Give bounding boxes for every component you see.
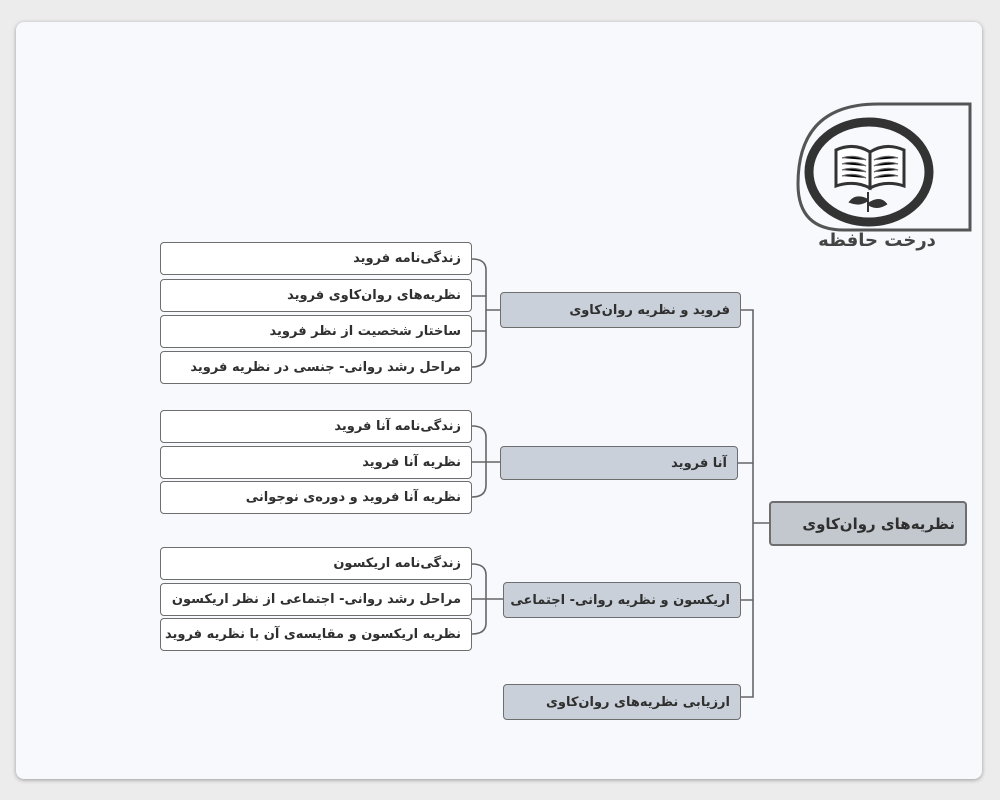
leaf-erikson-biography: زندگی‌نامه اریکسون xyxy=(160,547,472,580)
logo-text: درخت حافظه xyxy=(818,230,936,251)
branch-evaluation: ارزیابی نظریه‌های روان‌کاوی xyxy=(503,684,741,720)
leaf-freud-psychosexual: مراحل رشد روانی- جنسی در نظریه فروید xyxy=(160,351,472,384)
root-node: نظریه‌های روان‌کاوی xyxy=(769,501,967,546)
bracket-group-1 xyxy=(472,259,486,367)
connector-root-trunk xyxy=(753,310,769,697)
leaf-anna-theory: نظریه آنا فروید xyxy=(160,446,472,479)
leaf-freud-personality: ساختار شخصیت از نظر فروید xyxy=(160,315,472,348)
leaf-erikson-stages: مراحل رشد روانی- اجتماعی از نظر اریکسون xyxy=(160,583,472,616)
leaf-freud-theories: نظریه‌های روان‌کاوی فروید xyxy=(160,279,472,312)
leaf-freud-biography: زندگی‌نامه فروید xyxy=(160,242,472,275)
leaf-anna-biography: زندگی‌نامه آنا فروید xyxy=(160,410,472,443)
leaf-erikson-comparison: نظریه اریکسون و مقایسه‌ی آن با نظریه فروید xyxy=(160,618,472,651)
leaf-anna-adolescence: نظریه آنا فروید و دوره‌ی نوجوانی xyxy=(160,481,472,514)
branch-freud: فروید و نظریه روان‌کاوی xyxy=(500,292,741,328)
branch-anna-freud: آنا فروید xyxy=(500,446,738,480)
branch-erikson: اریکسون و نظریه روانی- اجتماعی xyxy=(503,582,741,618)
